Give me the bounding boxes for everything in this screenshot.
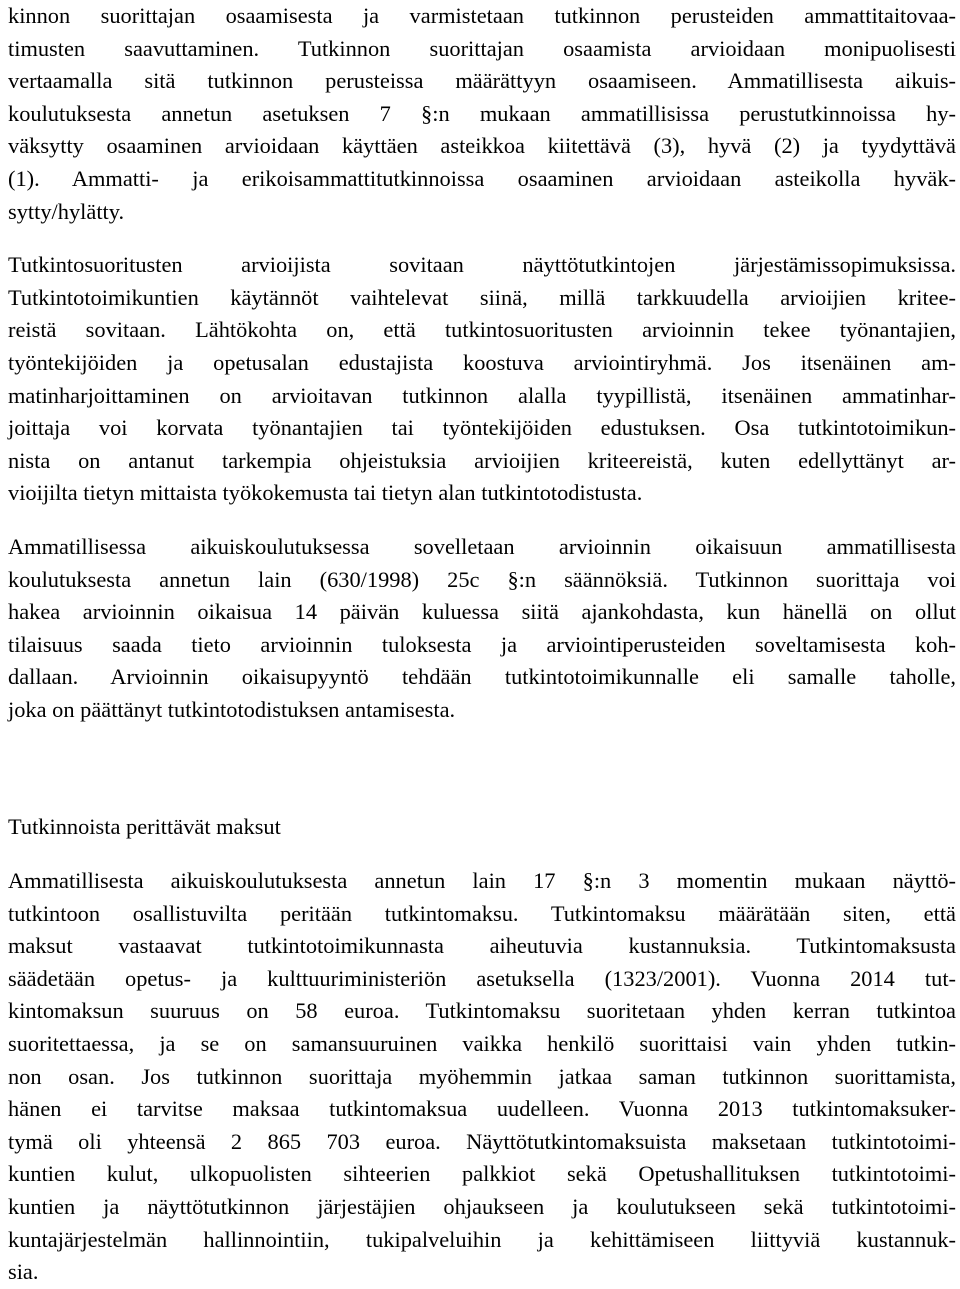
text-line: työntekijöiden ja opetusalan edustajista koostuva arviointiryhmä. Jos itsenäinen am-	[8, 349, 956, 375]
text-line: koulutuksesta annetun asetuksen 7 §:n mukaan ammatillisissa perustutkinnoissa hy-	[8, 100, 956, 126]
text-line: vioijilta tietyn mittaista työkokemusta tai tietyn alan tutkintotodistusta.	[8, 480, 643, 506]
text-line: joka on päättänyt tutkintotodistuksen antamisesta.	[8, 696, 456, 722]
paragraph-assessment	[8, 0, 956, 228]
text-line: hakea arvioinnin oikaisua 14 päivän kuluessa siitä ajankohdasta, kun hänellä on ollut	[8, 599, 956, 625]
text-line: dallaan. Arvioinnin oikaisupyyntö tehdään tutkintotoimikunnalle eli samalle taholle,	[8, 664, 956, 690]
text-line: tutkintoon osallistuvilta peritään tutkintomaksu. Tutkintomaksu määrätään siten, että	[8, 900, 956, 926]
text-line: tymä oli yhteensä 2 865 703 euroa. Näyttötutkintomaksuista maksetaan tutkintotoimi-	[8, 1128, 956, 1154]
paragraph-gap	[8, 844, 956, 865]
paragraph-fees	[8, 865, 956, 1289]
text-line: Tutkintosuoritusten arvioijista sovitaan näyttötutkintojen järjestämissopimuksissa.	[8, 252, 956, 278]
section-heading: Tutkinnoista perittävät maksut	[8, 814, 281, 840]
text-line: non osan. Jos tutkinnon suorittaja myöhemmin jatkaa saman tutkinnon suorittamista,	[8, 1063, 956, 1089]
paragraph-assessors	[8, 249, 956, 510]
text-line: koulutuksesta annetun lain (630/1998) 25c §:n säännöksiä. Tutkinnon suorittaja voi	[8, 566, 956, 592]
paragraph-gap	[8, 510, 956, 531]
text-line: Tutkintotoimikuntien käytännöt vaihtelevat siinä, millä tarkkuudella arvioijien kritee-	[8, 284, 956, 310]
text-line: suoritettaessa, ja se on samansuuruinen vaikka henkilö suorittaisi vain yhden tutkin-	[8, 1031, 956, 1057]
paragraph-rectification	[8, 531, 956, 727]
text-line: Ammatillisesta aikuiskoulutuksesta annetun lain 17 §:n 3 momentin mukaan näyttö-	[8, 868, 956, 894]
text-line: nista on antanut tarkempia ohjeistuksia arvioijien kriteereistä, kuten edellyttänyt ar-	[8, 447, 956, 473]
text-line: kuntajärjestelmän hallinnointiin, tukipalveluihin ja kehittämiseen liittyviä kustannuk-	[8, 1226, 956, 1252]
text-line: kuntien ja näyttötutkinnon järjestäjien ohjaukseen ja koulutukseen sekä tutkintotoimi-	[8, 1194, 956, 1219]
text-line: sytty/hylätty.	[8, 198, 125, 224]
text-line: väksytty osaaminen arvioidaan käyttäen asteikkoa kiitettävä (3), hyvä (2) ja tyydyttävä	[8, 133, 956, 159]
text-line: kuntien kulut, ulkopuolisten sihteerien palkkiot sekä Opetushallituksen tutkintotoimi-	[8, 1161, 956, 1187]
text-line: joittaja voi korvata työnantajien tai työntekijöiden edustuksen. Osa tutkintotoimikun-	[8, 415, 956, 441]
text-line: kinnon suorittajan osaamisesta ja varmistetaan tutkinnon perusteiden ammattitaitovaa-	[8, 3, 956, 28]
text-line: matinharjoittaminen on arvioitavan tutkinnon alalla tyypillistä, itsenäinen ammatinhar-	[8, 382, 956, 408]
text-line: (1). Ammatti- ja erikoisammattitutkinnoissa osaaminen arvioidaan asteikolla hyväk-	[8, 165, 956, 191]
text-line: reistä sovitaan. Lähtökohta on, että tutkintosuoritusten arvioinnin tekee työnantajien,	[8, 317, 956, 343]
paragraph-gap	[8, 228, 956, 249]
text-line: tilaisuus saada tieto arvioinnin tuloksesta ja arviointiperusteiden soveltamisesta koh-	[8, 631, 956, 657]
text-line: kintomaksun suuruus on 58 euroa. Tutkintomaksu suoritetaan yhden kerran tutkintoa	[8, 998, 956, 1024]
text-line: säädetään opetus- ja kulttuuriministeriön asetuksella (1323/2001). Vuonna 2014 tut-	[8, 965, 956, 991]
section-gap	[8, 726, 956, 811]
text-line: sia.	[8, 1259, 39, 1285]
text-line: vertaamalla sitä tutkinnon perusteissa määrättyyn osaamiseen. Ammatillisesta aikuis-	[8, 68, 956, 94]
text-line: Ammatillisessa aikuiskoulutuksessa sovelletaan arvioinnin oikaisuun ammatillisesta	[8, 533, 956, 559]
text-line: maksut vastaavat tutkintotoimikunnasta aiheutuvia kustannuksia. Tutkintomaksusta	[8, 933, 956, 959]
text-line: timusten saavuttaminen. Tutkinnon suorittajan osaamista arvioidaan monipuolisesti	[8, 35, 956, 61]
text-line: hänen ei tarvitse maksaa tutkintomaksua uudelleen. Vuonna 2013 tutkintomaksuker-	[8, 1096, 956, 1122]
document-page	[8, 0, 956, 1289]
